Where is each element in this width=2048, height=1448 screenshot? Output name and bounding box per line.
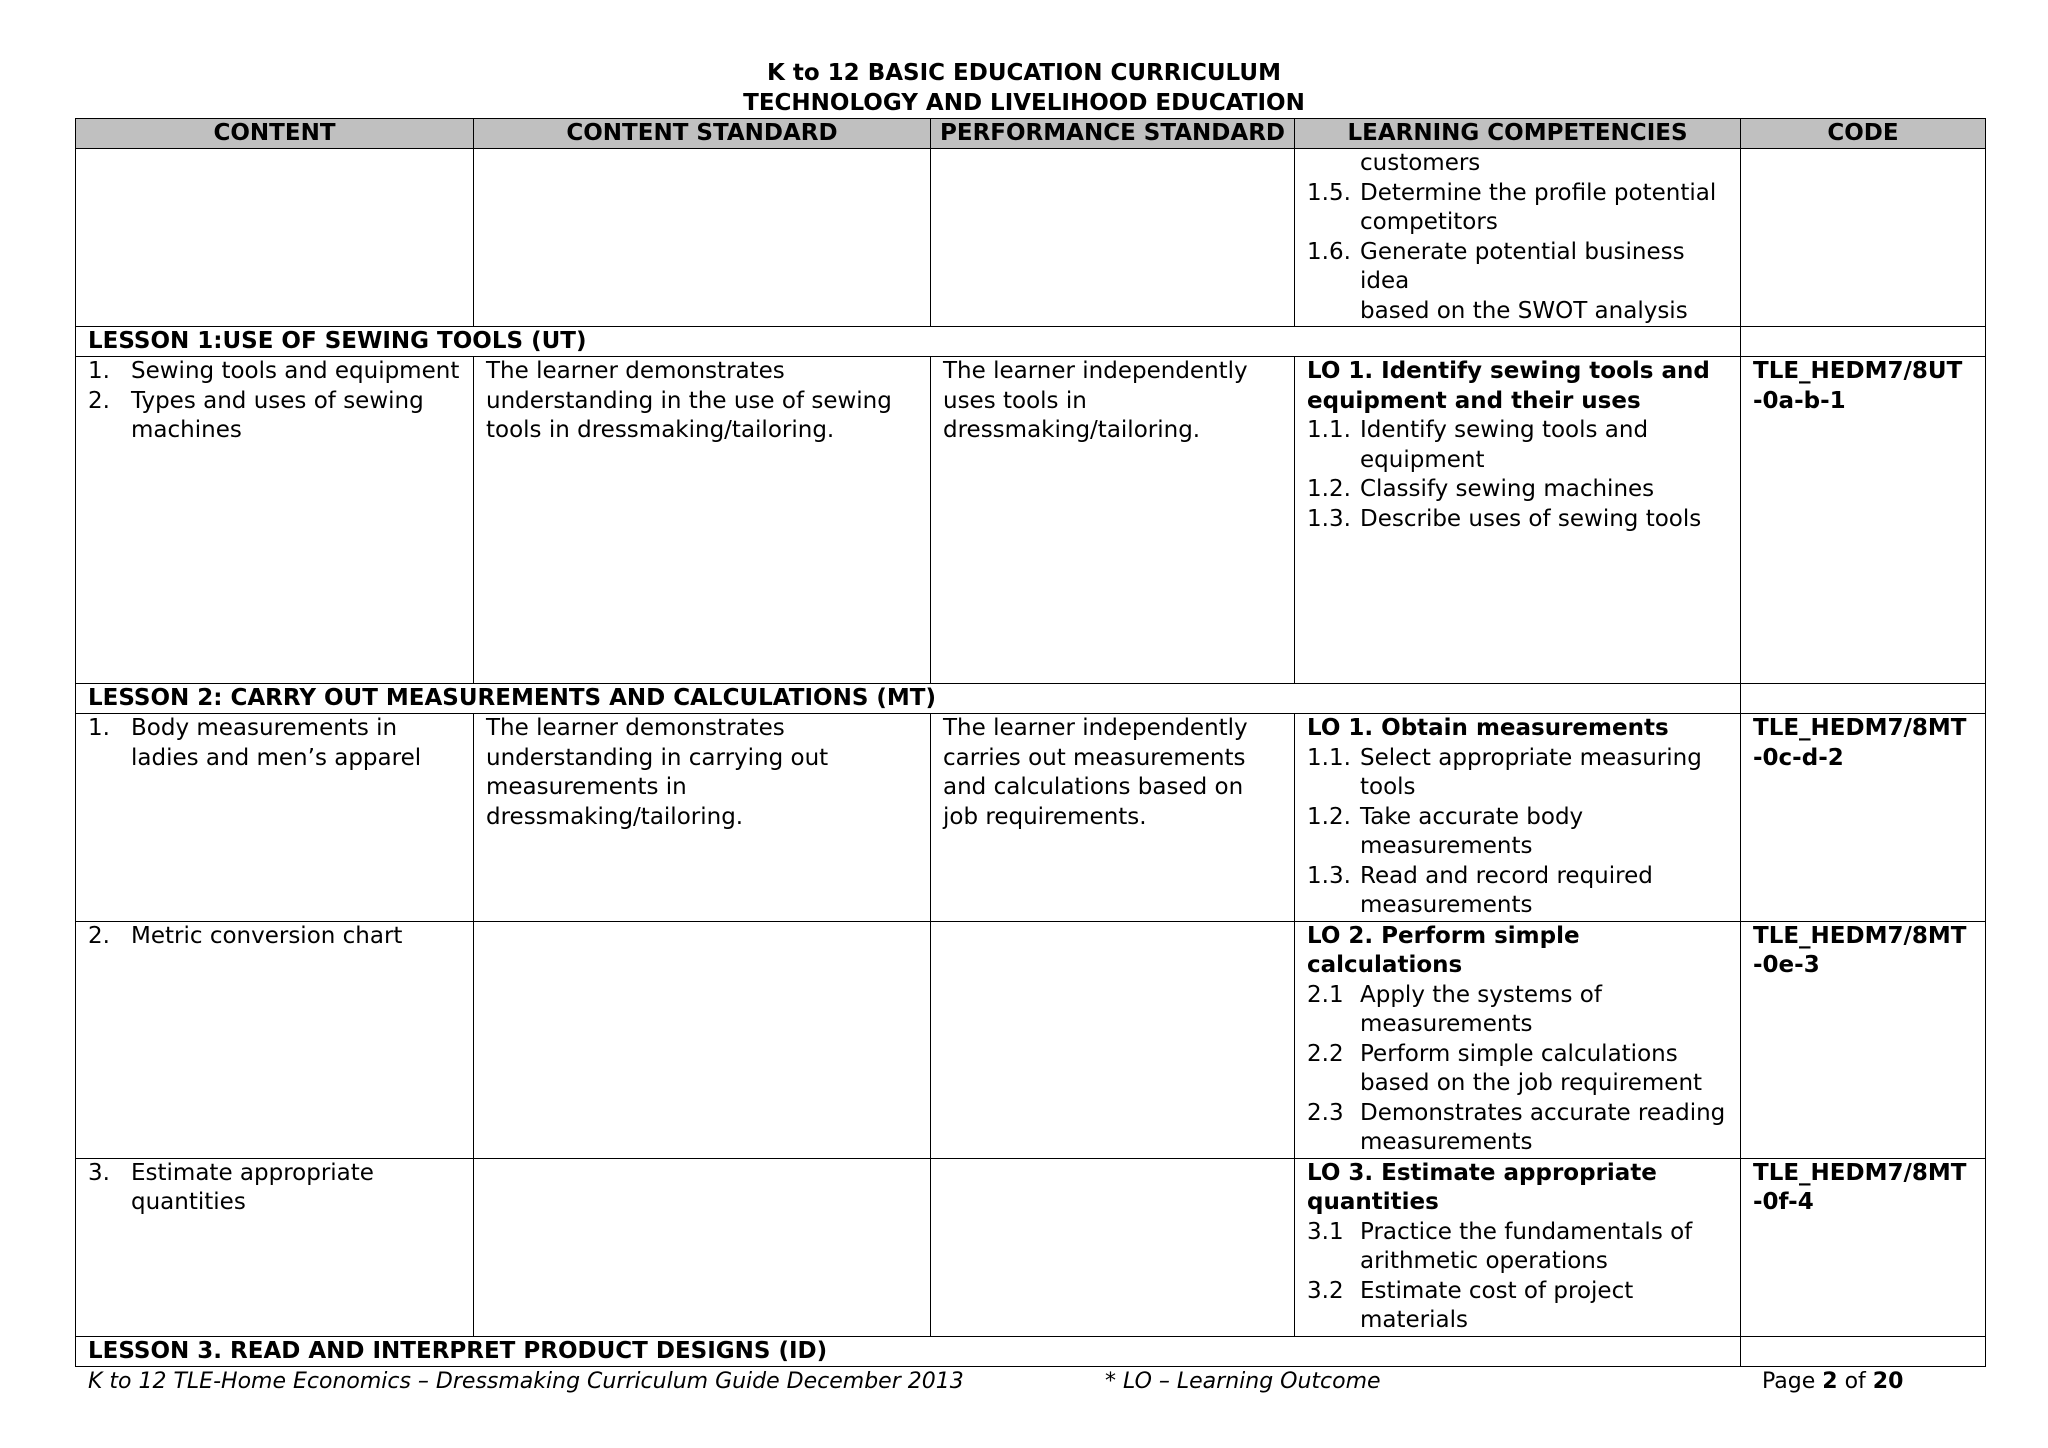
list-item: [1307, 1099, 1730, 1158]
document-header: [0, 58, 2048, 118]
code-cell: [1741, 357, 1986, 684]
item-number: 3.: [88, 1159, 110, 1186]
item-text: Take accurate body measurements: [1360, 803, 1584, 859]
code-cell: [1741, 921, 1986, 1158]
learning-outcome: LO 3. Estimate appropriate quantities: [1307, 1159, 1657, 1215]
page-number: [1762, 1369, 1903, 1394]
item-number: 1.3.: [1307, 505, 1351, 532]
item-number: 2.3: [1307, 1099, 1344, 1126]
content-cell: [76, 149, 474, 327]
code-cell: [1741, 149, 1986, 327]
item-text: Estimate cost of project materials: [1360, 1277, 1634, 1333]
content-cell: [76, 1158, 474, 1336]
list-item: [1307, 981, 1730, 1040]
list-item: [1307, 505, 1730, 535]
list-item: [88, 1159, 463, 1218]
col-header-content-standard: CONTENT STANDARD: [474, 119, 931, 149]
competencies-cell: [1295, 149, 1741, 327]
competencies-cell: [1295, 357, 1741, 684]
item-text: Identify sewing tools and equipment: [1360, 417, 1649, 473]
item-number: 1.5.: [1307, 179, 1351, 206]
learning-outcome: LO 2. Perform simple calculations: [1307, 922, 1580, 978]
item-number: 1.: [88, 358, 110, 384]
code-cell: [1741, 684, 1986, 714]
item-number: 1.6.: [1307, 238, 1351, 265]
page-prefix: Page: [1762, 1369, 1816, 1394]
list-item: [1307, 416, 1730, 475]
code-cell: [1741, 327, 1986, 357]
item-text: Metric conversion chart: [131, 922, 403, 949]
competency-continuation: customers: [1360, 150, 1481, 176]
item-text: Read and record required measurements: [1360, 862, 1653, 918]
col-header-performance-standard: PERFORMANCE STANDARD: [931, 119, 1295, 149]
item-number: 1.2.: [1307, 476, 1351, 502]
item-text: Body measurements in ladies and men’s apparel: [131, 715, 422, 771]
code-cell: [1741, 1336, 1986, 1366]
curriculum-title: K to 12 BASIC EDUCATION CURRICULUM: [767, 60, 1281, 86]
performance-standard-cell: [931, 921, 1295, 1158]
code-line: -0f-4: [1753, 1189, 1814, 1215]
content-list: [88, 714, 463, 773]
performance-standard-cell: The learner independently carries out measurements and calculations based on job requirements.: [931, 714, 1295, 922]
content-cell: [76, 921, 474, 1158]
item-text: Determine the profile potential: [1360, 179, 1717, 206]
item-text: Practice the fundamentals of arithmetic operations: [1360, 1218, 1693, 1274]
learning-outcome: LO 1. Obtain measurements: [1307, 715, 1669, 741]
lesson-row: [76, 1336, 1986, 1366]
page-of: of: [1844, 1369, 1866, 1394]
list-item: [88, 922, 463, 952]
competency-list: [1307, 744, 1730, 921]
item-number: 1.2.: [1307, 803, 1351, 830]
lesson-row: [76, 327, 1986, 357]
col-header-code: CODE: [1741, 119, 1986, 149]
col-header-learning-competencies: LEARNING COMPETENCIES: [1295, 119, 1741, 149]
content-standard-cell: The learner demonstrates understanding in the use of sewing tools in dressmaking/tailoring.: [474, 357, 931, 684]
list-item: [1307, 1277, 1730, 1336]
curriculum-table: [75, 118, 1986, 1367]
list-item: [88, 714, 463, 773]
item-number: 2.1: [1307, 981, 1344, 1008]
competencies-cell: [1295, 714, 1741, 922]
competency-continuation: competitors: [1360, 209, 1498, 235]
item-number: 3.2: [1307, 1277, 1344, 1304]
competencies-cell: [1295, 921, 1741, 1158]
footer-lo-note: * LO – Learning Outcome: [1105, 1369, 1381, 1394]
footer-guide-title: K to 12 TLE-Home Economics – Dressmaking Curriculum Guide December 2013: [88, 1369, 964, 1394]
content-standard-cell: [474, 921, 931, 1158]
item-number: 1.3.: [1307, 862, 1351, 889]
code-line: TLE_HEDM7/8UT: [1753, 358, 1963, 384]
code-line: TLE_HEDM7/8MT: [1753, 922, 1967, 949]
code-cell: [1741, 714, 1986, 922]
competency-list: [1307, 416, 1730, 534]
lesson-row: [76, 684, 1986, 714]
item-number: 1.1.: [1307, 417, 1351, 443]
list-item: [1307, 1040, 1730, 1099]
list-item: [1307, 862, 1730, 921]
subject-title: TECHNOLOGY AND LIVELIHOOD EDUCATION: [743, 90, 1305, 116]
code-cell: [1741, 1158, 1986, 1336]
competency-list: [1307, 1218, 1730, 1336]
item-text: Apply the systems of measurements: [1360, 981, 1602, 1037]
list-item: [1307, 238, 1730, 297]
item-text: Describe uses of sewing tools: [1360, 505, 1702, 532]
table-row: [76, 921, 1986, 1158]
list-item: [1307, 475, 1730, 505]
item-text: Classify sewing machines: [1360, 476, 1655, 502]
content-standard-cell: [474, 1158, 931, 1336]
content-standard-cell: The learner demonstrates understanding in carrying out measurements in dressmaking/tailoring.: [474, 714, 931, 922]
lesson-title: LESSON 3. READ AND INTERPRET PRODUCT DESIGNS (ID): [76, 1336, 1741, 1366]
page-current: 2: [1822, 1369, 1838, 1394]
competency-list: [1307, 238, 1730, 297]
item-number: 2.: [88, 387, 110, 414]
competencies-cell: [1295, 1158, 1741, 1336]
item-number: 3.1: [1307, 1218, 1344, 1245]
content-cell: [76, 357, 474, 684]
code-line: -0c-d-2: [1753, 744, 1844, 771]
list-item: [88, 387, 463, 446]
table-header-row: [76, 119, 1986, 149]
code-line: TLE_HEDM7/8MT: [1753, 715, 1967, 741]
table-row: [76, 357, 1986, 684]
item-number: 2.2: [1307, 1040, 1344, 1067]
item-text: Generate potential business idea: [1360, 238, 1685, 294]
content-standard-cell: [474, 149, 931, 327]
lesson-title: LESSON 2: CARRY OUT MEASUREMENTS AND CALCULATIONS (MT): [76, 684, 1741, 714]
performance-standard-cell: The learner independently uses tools in dressmaking/tailoring.: [931, 357, 1295, 684]
code-line: -0e-3: [1753, 952, 1820, 978]
content-list: [88, 357, 463, 446]
page-total: 20: [1872, 1369, 1904, 1394]
list-item: [1307, 744, 1730, 803]
competency-continuation: based on the SWOT analysis: [1360, 297, 1688, 324]
item-text: Perform simple calculations based on the job requirement: [1360, 1040, 1703, 1096]
code-line: TLE_HEDM7/8MT: [1753, 1159, 1967, 1186]
item-text: Types and uses of sewing machines: [131, 387, 424, 443]
performance-standard-cell: [931, 1158, 1295, 1336]
list-item: [88, 357, 463, 387]
table-row: [76, 714, 1986, 922]
item-text: Demonstrates accurate reading measurements: [1360, 1099, 1726, 1155]
learning-outcome: LO 1. Identify sewing tools and equipment and their uses: [1307, 358, 1710, 414]
item-number: 2.: [88, 922, 110, 949]
item-number: 1.1.: [1307, 744, 1351, 771]
item-text: Sewing tools and equipment: [131, 358, 460, 384]
item-number: 1.: [88, 715, 110, 741]
table-row: [76, 1158, 1986, 1336]
list-item: [1307, 1218, 1730, 1277]
list-item: [1307, 803, 1730, 862]
competency-list: [1307, 981, 1730, 1158]
content-list: [88, 1159, 463, 1218]
content-list: [88, 922, 463, 952]
lesson-title: LESSON 1:USE OF SEWING TOOLS (UT): [76, 327, 1741, 357]
col-header-content: CONTENT: [76, 119, 474, 149]
competency-list: [1307, 179, 1730, 209]
content-cell: [76, 714, 474, 922]
item-text: Estimate appropriate quantities: [131, 1159, 374, 1215]
code-line: -0a-b-1: [1753, 387, 1846, 414]
table-row: [76, 149, 1986, 327]
performance-standard-cell: [931, 149, 1295, 327]
item-text: Select appropriate measuring tools: [1360, 744, 1702, 800]
list-item: [1307, 179, 1730, 209]
